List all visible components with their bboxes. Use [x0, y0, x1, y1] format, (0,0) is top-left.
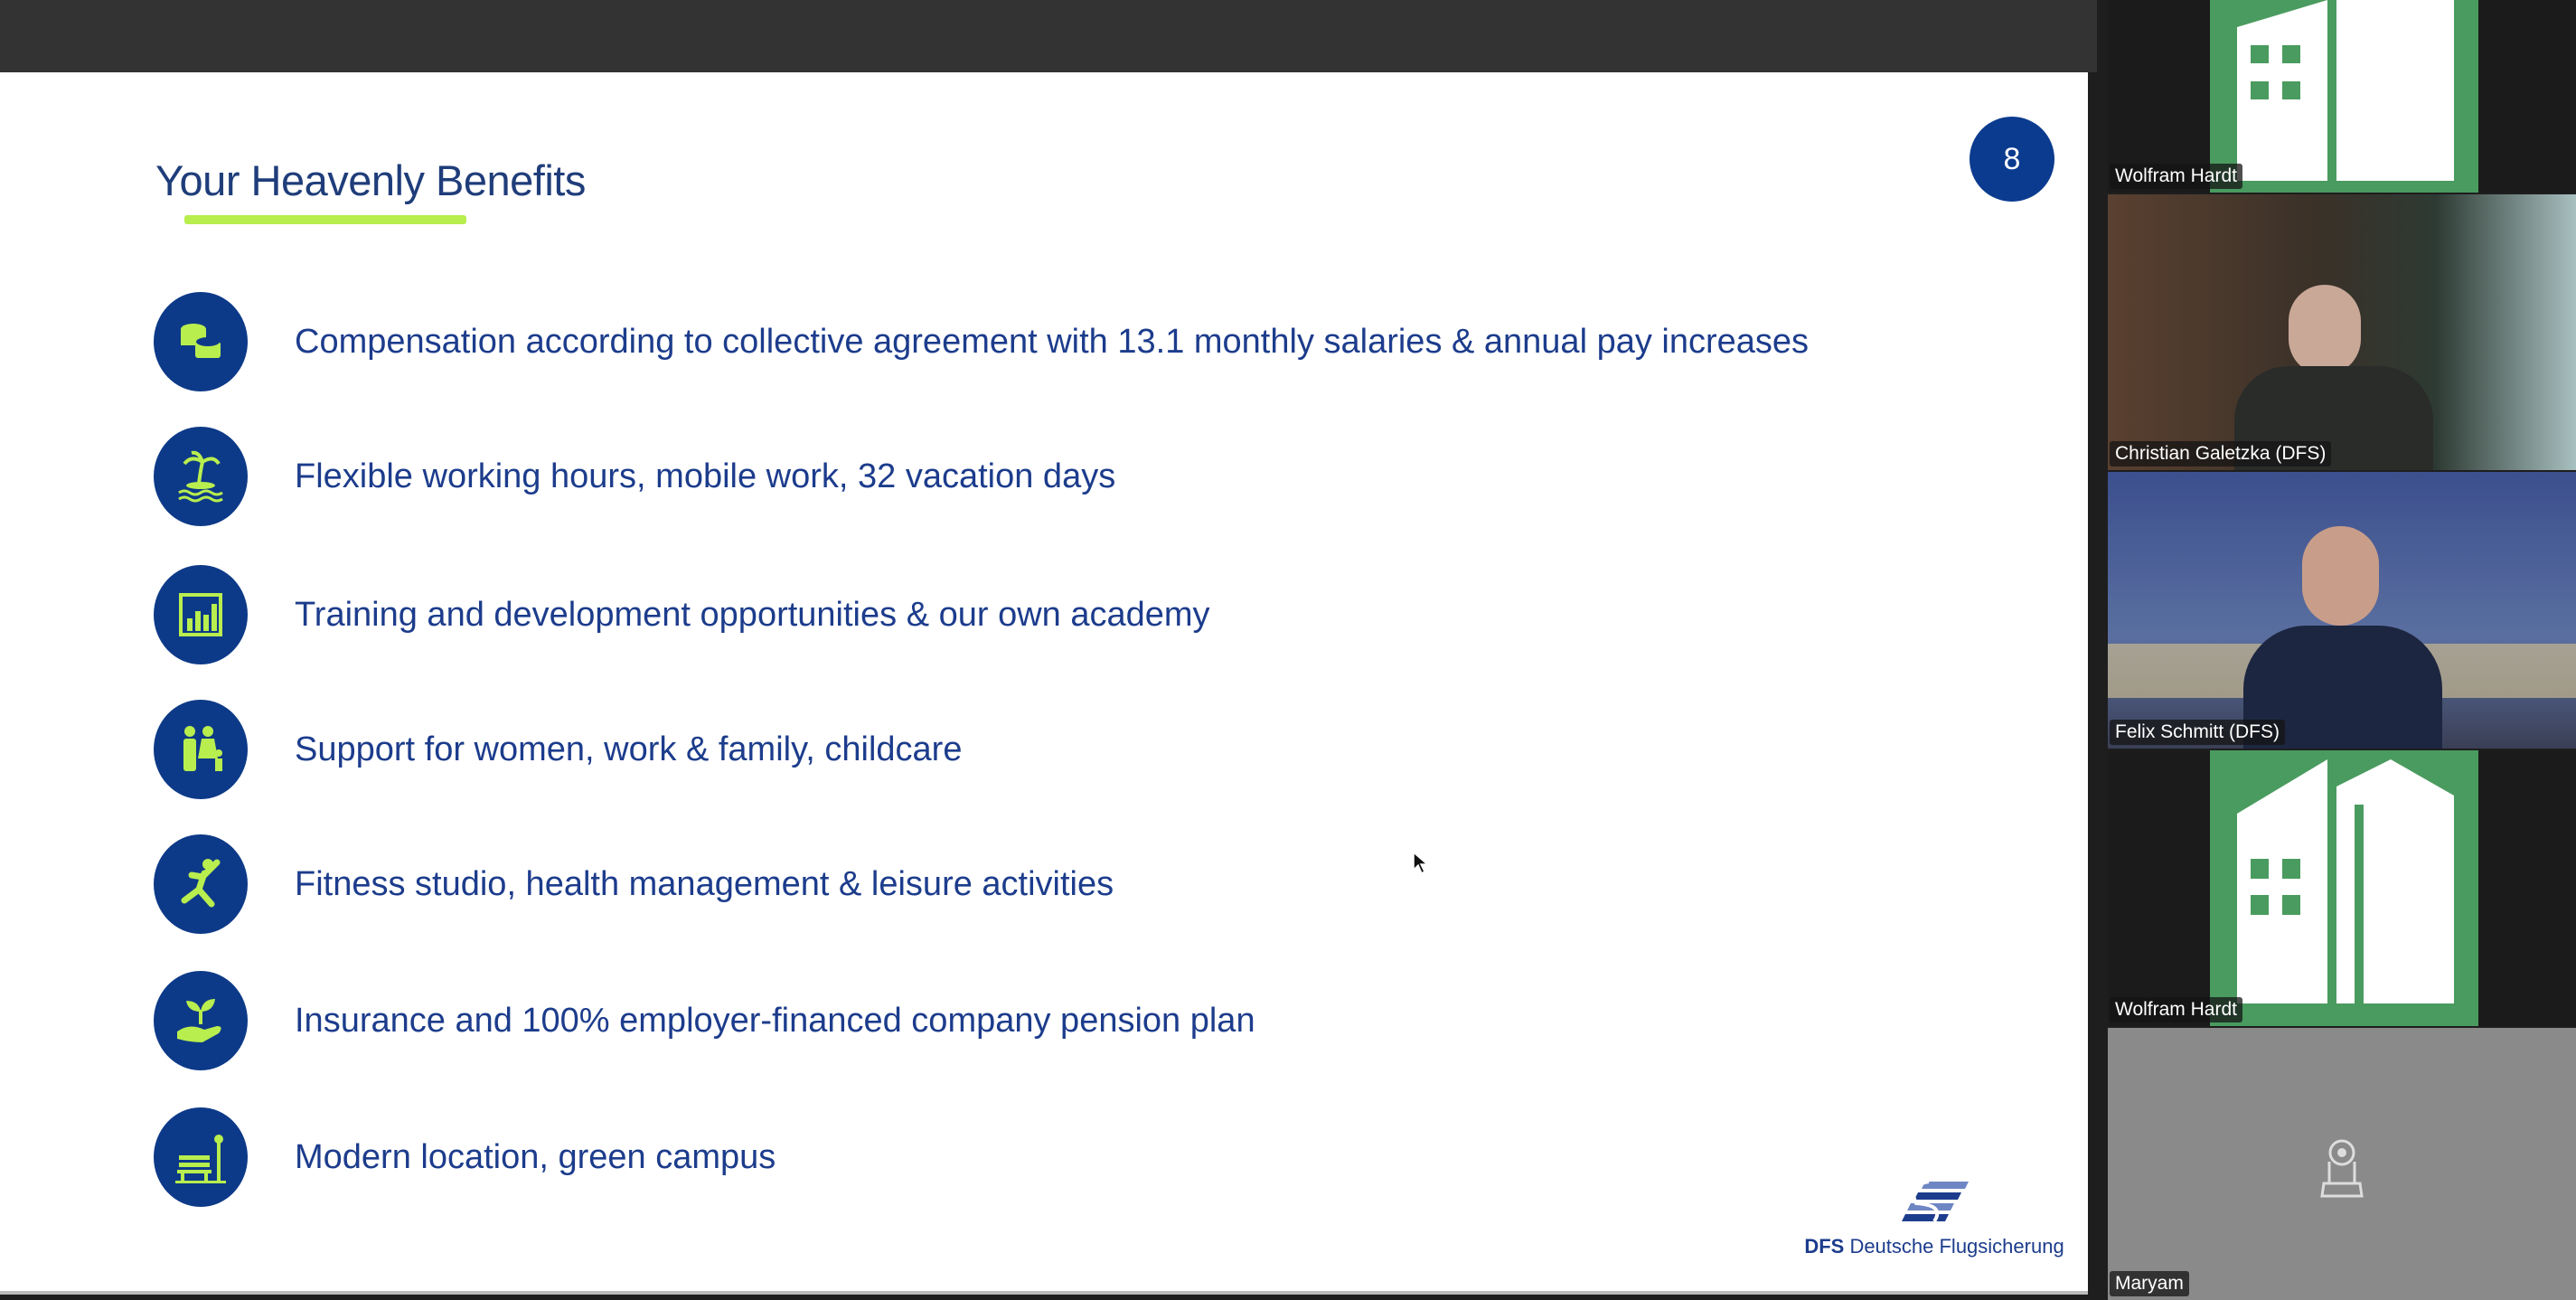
- benefit-item: [154, 834, 1114, 934]
- benefit-item: [154, 700, 962, 799]
- title-underline: [184, 215, 466, 224]
- benefit-item: [154, 427, 1115, 526]
- bar-chart-icon: [154, 565, 248, 664]
- benefit-text: Support for women, work & family, childcare: [295, 730, 963, 768]
- coins-icon: [154, 292, 248, 391]
- camera-off-icon: [2315, 1136, 2369, 1201]
- logo-name: Deutsche Flugsicherung: [1849, 1235, 2064, 1258]
- logo-abbr: DFS: [1804, 1235, 1845, 1258]
- participant-name: Wolfram Hardt: [2110, 997, 2242, 1022]
- mouse-cursor-icon: [1413, 852, 1429, 875]
- participant-name: Wolfram Hardt: [2110, 164, 2242, 189]
- slide-title: Your Heavenly Benefits: [155, 156, 586, 204]
- plant-hand-icon: [154, 971, 248, 1070]
- participant-name: Felix Schmitt (DFS): [2110, 720, 2285, 745]
- avatar: [2210, 750, 2478, 1026]
- benefit-text: Compensation according to collective agreement with 13.1 monthly salaries & annual pay increases: [295, 322, 1810, 361]
- participant-tile[interactable]: [2108, 750, 2576, 1026]
- benefit-item: [154, 1107, 776, 1207]
- participant-name: Maryam: [2110, 1271, 2189, 1296]
- participant-video: [2289, 285, 2361, 375]
- benefit-text: Insurance and 100% employer-financed company pension plan: [295, 1001, 1255, 1040]
- participant-tile[interactable]: [2108, 1028, 2576, 1300]
- family-icon: [154, 700, 248, 799]
- benefit-text: Training and development opportunities & our own academy: [295, 595, 1210, 634]
- avatar: [2210, 0, 2478, 193]
- participant-tile[interactable]: [2108, 194, 2576, 470]
- participant-name: Christian Galetzka (DFS): [2110, 441, 2331, 466]
- participant-tile[interactable]: [2108, 0, 2576, 193]
- dfs-logo-mark-icon: [1898, 1180, 1970, 1230]
- palm-island-icon: [154, 427, 248, 526]
- participant-tile[interactable]: [2108, 472, 2576, 749]
- participant-video: [2302, 526, 2379, 626]
- benefit-item: [154, 971, 1255, 1070]
- benefit-text: Fitness studio, health management & leisure activities: [295, 864, 1114, 903]
- benefit-item: [154, 565, 1210, 664]
- benefit-text: Modern location, green campus: [295, 1137, 776, 1176]
- benefit-item: [154, 292, 1809, 391]
- dfs-logo: [1803, 1180, 2065, 1258]
- benefit-text: Flexible working hours, mobile work, 32 vacation days: [295, 457, 1116, 495]
- top-bar: [0, 0, 2097, 72]
- park-bench-icon: [154, 1107, 248, 1207]
- fitness-icon: [154, 834, 248, 934]
- page-number-badge: 8: [1970, 117, 2054, 202]
- shared-slide: [0, 72, 2088, 1295]
